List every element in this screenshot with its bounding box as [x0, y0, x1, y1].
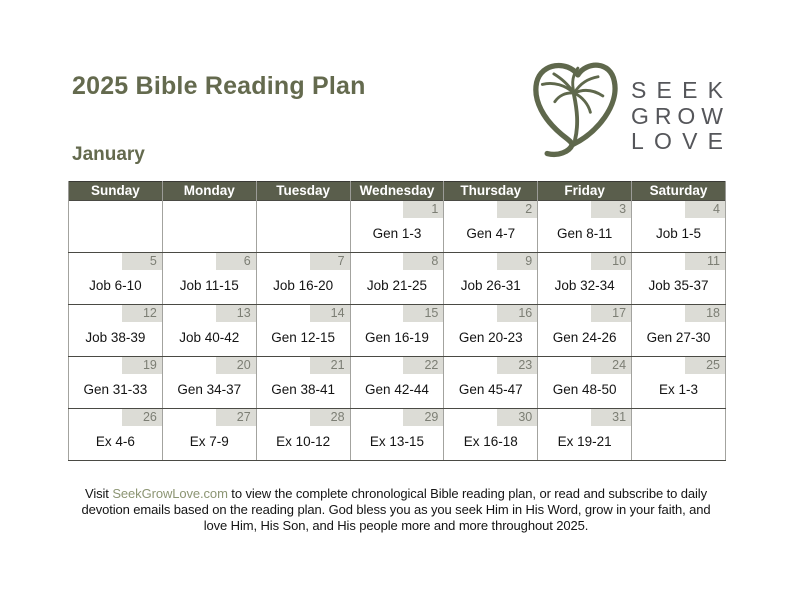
day-header-friday: Friday — [538, 182, 632, 201]
calendar-week-row — [69, 201, 726, 253]
reading-label: Gen 1-3 — [372, 226, 422, 241]
reading-label: Gen 12-15 — [271, 330, 335, 345]
reading-label: Gen 4-7 — [466, 226, 516, 241]
date-badge: 8 — [403, 253, 443, 270]
day-cell-23 — [444, 357, 538, 409]
date-badge: 27 — [216, 409, 256, 426]
date-badge: 11 — [685, 253, 725, 270]
date-badge: 6 — [216, 253, 256, 270]
date-badge: 7 — [310, 253, 350, 270]
reading-label: Gen 38-41 — [271, 382, 335, 397]
reading-label: Ex 13-15 — [369, 434, 424, 449]
seekgrowlove-link[interactable]: SeekGrowLove.com — [112, 486, 228, 501]
day-cell-21 — [256, 357, 350, 409]
day-cell-empty — [632, 409, 726, 461]
date-badge: 29 — [403, 409, 443, 426]
reading-label: Ex 4-6 — [95, 434, 135, 449]
day-header-thursday: Thursday — [444, 182, 538, 201]
date-badge: 19 — [122, 357, 162, 374]
day-cell-28 — [256, 409, 350, 461]
day-cell-1 — [350, 201, 444, 253]
day-cell-17 — [538, 305, 632, 357]
reading-label: Job 11-15 — [179, 278, 239, 293]
reading-label: Job 1-5 — [656, 226, 702, 241]
day-header-sunday: Sunday — [69, 182, 163, 201]
reading-label: Gen 24-26 — [552, 330, 617, 345]
day-header-saturday: Saturday — [632, 182, 726, 201]
calendar-week-row — [69, 253, 726, 305]
date-badge: 12 — [122, 305, 162, 322]
day-cell-18 — [632, 305, 726, 357]
date-badge: 15 — [403, 305, 443, 322]
date-badge: 1 — [403, 201, 443, 218]
reading-label: Gen 27-30 — [646, 330, 711, 345]
day-cell-6 — [162, 253, 256, 305]
calendar-body — [69, 201, 726, 461]
day-cell-22 — [350, 357, 444, 409]
day-cell-29 — [350, 409, 444, 461]
day-cell-2 — [444, 201, 538, 253]
day-cell-empty — [256, 201, 350, 253]
date-badge: 14 — [310, 305, 350, 322]
date-badge: 22 — [403, 357, 443, 374]
day-cell-26 — [69, 409, 163, 461]
logo-word-grow: G R O W — [631, 102, 723, 129]
reading-label: Job 6-10 — [89, 278, 142, 293]
day-cell-20 — [162, 357, 256, 409]
date-badge: 25 — [685, 357, 725, 374]
reading-label: Gen 8-11 — [556, 226, 613, 241]
reading-label: Gen 45-47 — [458, 382, 523, 397]
day-cell-24 — [538, 357, 632, 409]
date-badge: 4 — [685, 201, 725, 218]
day-cell-3 — [538, 201, 632, 253]
reading-label: Job 16-20 — [273, 278, 334, 293]
logo-wordmark — [631, 78, 723, 155]
logo-word-love: L O V E — [631, 128, 723, 154]
reading-label: Gen 42-44 — [365, 382, 429, 397]
day-cell-11 — [632, 253, 726, 305]
footer-text-pre: Visit — [85, 486, 113, 501]
day-cell-8 — [350, 253, 444, 305]
day-cell-13 — [162, 305, 256, 357]
day-header-tuesday: Tuesday — [256, 182, 350, 201]
date-badge: 3 — [591, 201, 631, 218]
day-cell-10 — [538, 253, 632, 305]
date-badge: 28 — [310, 409, 350, 426]
day-header-wednesday: Wednesday — [350, 182, 444, 201]
day-cell-9 — [444, 253, 538, 305]
reading-label: Job 32-34 — [554, 278, 615, 293]
day-cell-7 — [256, 253, 350, 305]
date-badge: 17 — [591, 305, 631, 322]
day-cell-15 — [350, 305, 444, 357]
day-cell-27 — [162, 409, 256, 461]
page-title: 2025 Bible Reading Plan — [72, 72, 366, 100]
date-badge: 26 — [122, 409, 162, 426]
date-badge: 18 — [685, 305, 725, 322]
reading-label: Ex 16-18 — [463, 434, 518, 449]
date-badge: 13 — [216, 305, 256, 322]
reading-label: Job 40-42 — [179, 330, 240, 345]
reading-label: Job 38-39 — [85, 330, 146, 345]
reading-label: Gen 16-19 — [365, 330, 429, 345]
day-header-monday: Monday — [162, 182, 256, 201]
date-badge: 30 — [497, 409, 537, 426]
day-cell-16 — [444, 305, 538, 357]
month-title: January — [72, 144, 145, 165]
calendar-week-row — [69, 409, 726, 461]
reading-label: Job 35-37 — [648, 278, 709, 293]
reading-label: Gen 34-37 — [177, 382, 242, 397]
day-cell-31 — [538, 409, 632, 461]
calendar-week-row — [69, 305, 726, 357]
heart-palm-icon — [527, 56, 623, 158]
reading-label: Gen 48-50 — [552, 382, 617, 397]
reading-label: Ex 19-21 — [557, 434, 612, 449]
reading-label: Gen 31-33 — [83, 382, 148, 397]
date-badge: 21 — [310, 357, 350, 374]
logo-word-seek: S E E K — [631, 77, 723, 103]
reading-label: Ex 10-12 — [276, 434, 331, 449]
date-badge: 20 — [216, 357, 256, 374]
reading-label: Job 21-25 — [366, 278, 427, 293]
day-cell-19 — [69, 357, 163, 409]
seek-grow-love-logo — [527, 56, 723, 158]
footer-note — [76, 486, 716, 534]
reading-label: Ex 7-9 — [189, 434, 229, 449]
date-badge: 16 — [497, 305, 537, 322]
date-badge: 10 — [591, 253, 631, 270]
date-badge: 9 — [497, 253, 537, 270]
day-cell-empty — [69, 201, 163, 253]
reading-label: Gen 20-23 — [458, 330, 523, 345]
date-badge: 2 — [497, 201, 537, 218]
footer-text-post: to view the complete chronological Bible reading plan, or read and subscribe to daily devotion emails based on the reading plan. God bless you as you seek Him in His Word, grow in your faith, and love Him, His Son, and His people more and more throughout 2025. — [81, 486, 711, 533]
calendar-table — [68, 181, 726, 461]
calendar-header-row — [69, 182, 726, 201]
day-cell-30 — [444, 409, 538, 461]
reading-label: Ex 1-3 — [659, 382, 699, 397]
day-cell-14 — [256, 305, 350, 357]
date-badge: 24 — [591, 357, 631, 374]
date-badge: 5 — [122, 253, 162, 270]
day-cell-5 — [69, 253, 163, 305]
day-cell-12 — [69, 305, 163, 357]
reading-label: Job 26-31 — [460, 278, 521, 293]
calendar-week-row — [69, 357, 726, 409]
date-badge: 23 — [497, 357, 537, 374]
date-badge: 31 — [591, 409, 631, 426]
day-cell-empty — [162, 201, 256, 253]
day-cell-25 — [632, 357, 726, 409]
day-cell-4 — [632, 201, 726, 253]
